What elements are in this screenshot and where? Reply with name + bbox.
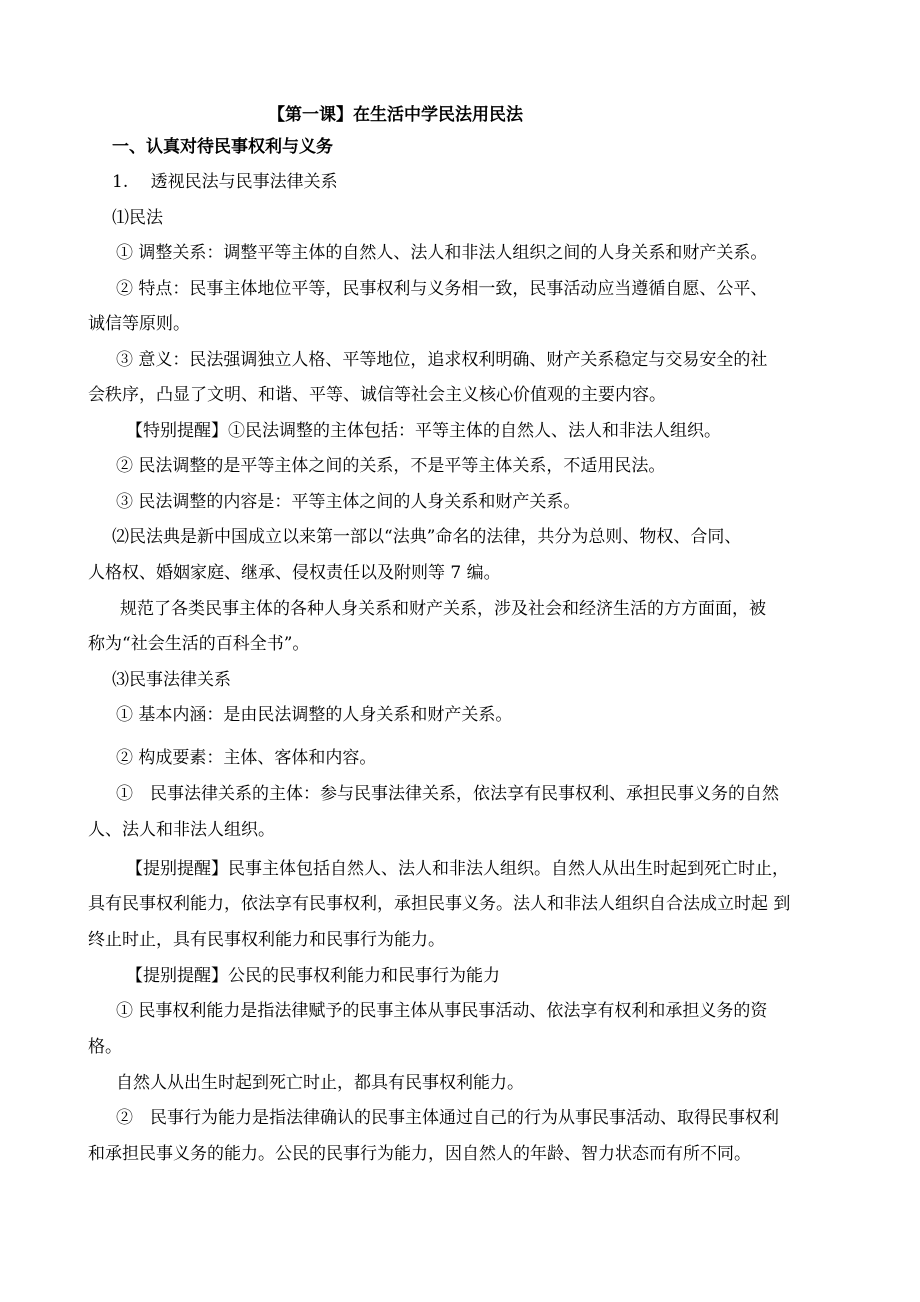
paragraph-line: ③ 意义：民法强调独立人格、平等地位，追求权利明确、财产关系稳定与交易安全的社 bbox=[116, 350, 768, 370]
document-title: 【第一课】在生活中学民法用民法 bbox=[268, 105, 523, 125]
paragraph-line: ⑵民法典是新中国成立以来第一部以“法典”命名的法律，共分为总则、物权、合同、 bbox=[112, 527, 742, 547]
paragraph-line: 人、法人和非法人组织。 bbox=[88, 820, 275, 840]
paragraph-line: ① 调整关系：调整平等主体的自然人、法人和非法人组织之间的人身关系和财产关系。 bbox=[116, 243, 768, 263]
paragraph-line: ① 民事法律关系的主体：参与民事法律关系，依法享有民事权利、承担民事义务的自然 bbox=[116, 784, 779, 804]
paragraph-line: 终止时止，具有民事权利能力和民事行为能力。 bbox=[88, 930, 445, 950]
paragraph-line: 【提别提醒】公民的民事权利能力和民事行为能力 bbox=[126, 966, 500, 986]
paragraph-line: 【特别提醒】①民法调整的主体包括：平等主体的自然人、法人和非法人组织。 bbox=[126, 421, 721, 441]
paragraph-line: ⑶民事法律关系 bbox=[112, 670, 231, 690]
paragraph-line: ② 构成要素：主体、客体和内容。 bbox=[116, 748, 377, 768]
paragraph-line: ① 基本内涵：是由民法调整的人身关系和财产关系。 bbox=[116, 705, 513, 725]
paragraph-line: 规范了各类民事主体的各种人身关系和财产关系，涉及社会和经济生活的方方面面，被 bbox=[120, 599, 766, 619]
paragraph-line: 会秩序，凸显了文明、和谐、平等、诚信等社会主义核心价值观的主要内容。 bbox=[88, 385, 666, 405]
paragraph-line: ⑴民法 bbox=[112, 208, 163, 228]
paragraph-line: ② 民事行为能力是指法律确认的民事主体通过自己的行为从事民事活动、取得民事权利 bbox=[116, 1108, 779, 1128]
paragraph-line: ③ 民法调整的内容是：平等主体之间的人身关系和财产关系。 bbox=[116, 492, 581, 512]
paragraph-line: 1. 透视民法与民事法律关系 bbox=[112, 172, 338, 192]
paragraph-line: 称为“社会生活的百科全书”。 bbox=[88, 634, 310, 654]
section-heading: 一、认真对待民事权利与义务 bbox=[112, 137, 333, 157]
paragraph-line: 人格权、婚姻家庭、继承、侵权责任以及附则等 7 编。 bbox=[88, 563, 501, 583]
paragraph-line: 诚信等原则。 bbox=[88, 314, 190, 334]
paragraph-line: ② 民法调整的是平等主体之间的关系，不是平等主体关系，不适用民法。 bbox=[116, 456, 666, 476]
paragraph-line: 具有民事权利能力，依法享有民事权利，承担民事义务。法人和非法人组织自合法成立时起 到 bbox=[88, 894, 791, 914]
paragraph-line: ② 特点：民事主体地位平等，民事权利与义务相一致，民事活动应当遵循自愿、公平、 bbox=[116, 279, 768, 299]
paragraph-line: ① 民事权利能力是指法律赋予的民事主体从事民事活动、依法享有权利和承担义务的资 bbox=[116, 1001, 768, 1021]
paragraph-line: 【提别提醒】民事主体包括自然人、法人和非法人组织。自然人从出生时起到死亡时止， bbox=[126, 859, 789, 879]
paragraph-line: 和承担民事义务的能力。公民的民事行为能力，因自然人的年龄、智力状态而有所不同。 bbox=[88, 1144, 751, 1164]
paragraph-line: 自然人从出生时起到死亡时止，都具有民事权利能力。 bbox=[116, 1073, 524, 1093]
paragraph-line: 格。 bbox=[88, 1037, 122, 1057]
